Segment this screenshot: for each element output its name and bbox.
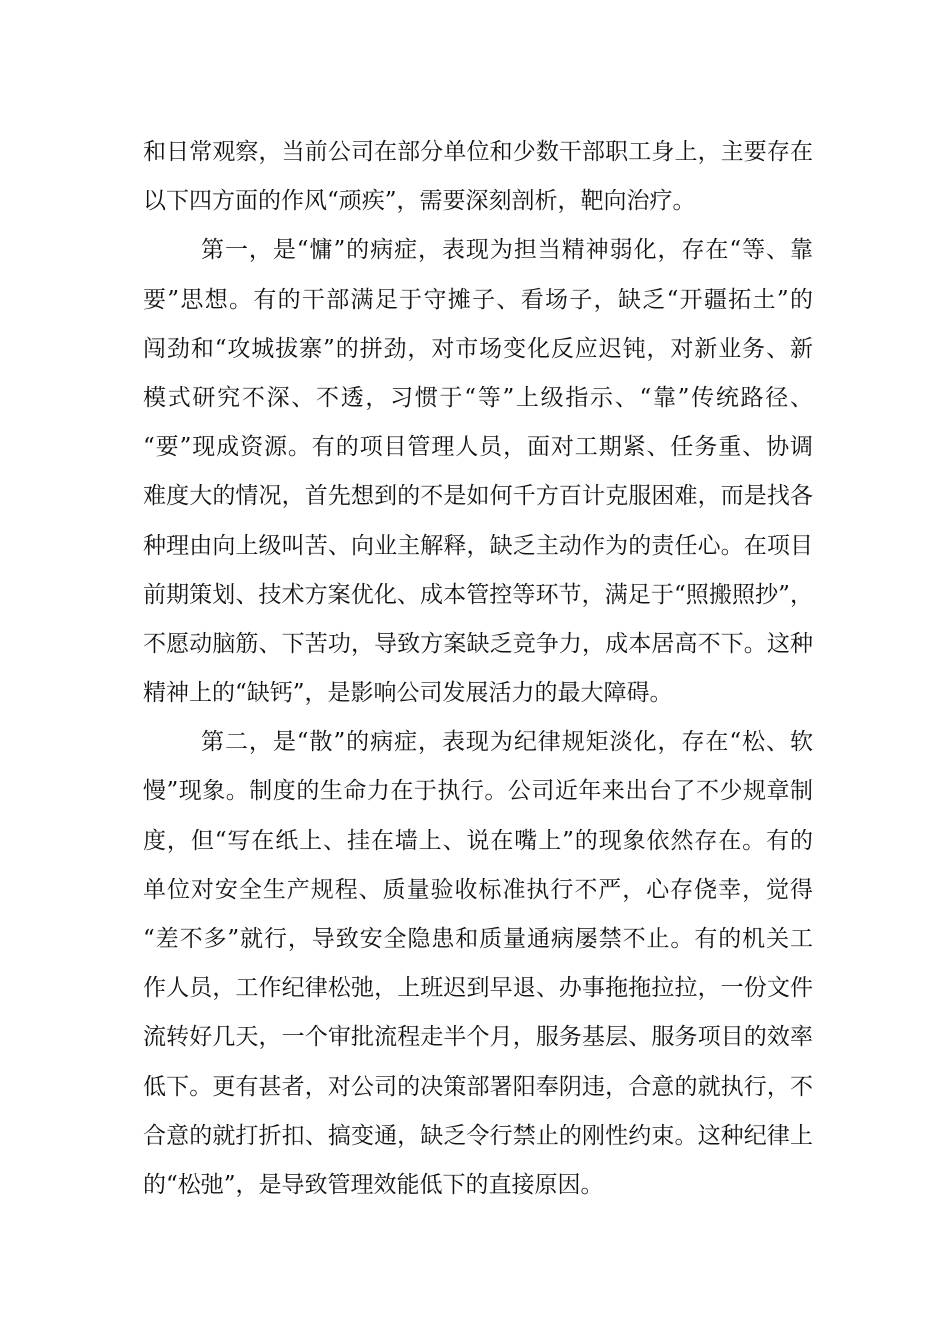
text-line: 种理由向上级叫苦、向业主解释，缺乏主动作为的责任心。在项目: [143, 532, 813, 559]
text-line: 难度大的情况，首先想到的不是如何千方百计克服困难，而是找各: [143, 483, 813, 510]
text-line: 以下四方面的作风“顽疾”，需要深刻剖析，靶向治疗。: [143, 188, 696, 215]
text-line: “要”现成资源。有的项目管理人员，面对工期紧、任务重、协调: [143, 434, 813, 461]
paragraph-second: [143, 718, 813, 1210]
text-line: 第二，是“散”的病症，表现为纪律规矩淡化，存在“松、软: [201, 729, 813, 756]
paragraph-intro: [143, 128, 813, 226]
paragraph-first: [143, 226, 813, 718]
body-text: [143, 128, 813, 1210]
text-line: 闯劲和“攻城拔寨”的拼劲，对市场变化反应迟钝，对新业务、新: [143, 335, 813, 362]
text-line: 度，但“写在纸上、挂在墙上、说在嘴上”的现象依然存在。有的: [143, 827, 813, 854]
text-line: 模式研究不深、不透，习惯于“等”上级指示、“靠”传统路径、: [143, 384, 813, 411]
text-line: 不愿动脑筋、下苦功，导致方案缺乏竞争力，成本居高不下。这种: [143, 630, 813, 657]
text-line: 的“松弛”，是导致管理效能低下的直接原因。: [143, 1171, 604, 1198]
text-line: 作人员，工作纪律松弛，上班迟到早退、办事拖拖拉拉，一份文件: [143, 975, 813, 1002]
text-line: 和日常观察，当前公司在部分单位和少数干部职工身上，主要存在: [143, 139, 813, 165]
text-line: 慢”现象。制度的生命力在于执行。公司近年来出台了不少规章制: [143, 778, 813, 805]
text-line: 精神上的“缺钙”，是影响公司发展活力的最大障碍。: [143, 680, 673, 707]
text-line: 低下。更有甚者，对公司的决策部署阳奉阴违，合意的就执行，不: [143, 1073, 813, 1100]
text-line: 流转好几天，一个审批流程走半个月，服务基层、服务项目的效率: [143, 1024, 813, 1051]
text-line: “差不多”就行，导致安全隐患和质量通病屡禁不止。有的机关工: [143, 926, 813, 952]
text-line: 合意的就打折扣、搞变通，缺乏令行禁止的刚性约束。这种纪律上: [143, 1122, 813, 1149]
text-line: 前期策划、技术方案优化、成本管控等环节，满足于“照搬照抄”，: [143, 581, 813, 608]
text-line: 单位对安全生产规程、质量验收标准执行不严，心存侥幸，觉得: [143, 876, 813, 903]
text-line: 第一，是“慵”的病症，表现为担当精神弱化，存在“等、靠: [201, 237, 813, 264]
text-line: 要”思想。有的干部满足于守摊子、看场子，缺乏“开疆拓土”的: [143, 286, 813, 313]
